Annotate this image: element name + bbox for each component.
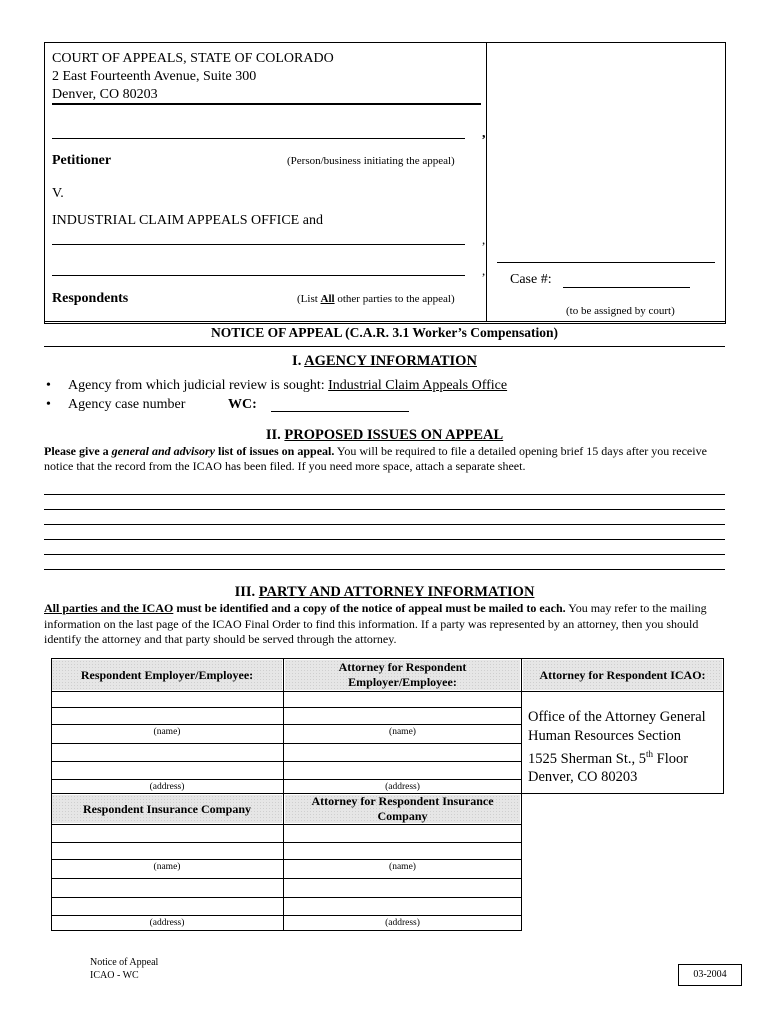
insurance-name-row-2[interactable] — [51, 859, 522, 860]
employer-address-row-2[interactable] — [51, 761, 522, 762]
employer-address-row-1[interactable] — [51, 743, 522, 744]
respondent-icao-line: INDUSTRIAL CLAIM APPEALS OFFICE and — [52, 213, 323, 228]
petitioner-label: Petitioner — [52, 153, 112, 168]
insurance-name-row-1[interactable] — [51, 842, 522, 843]
wc-label: WC: — [228, 397, 257, 412]
respondent-comma-1: , — [482, 232, 486, 247]
attorney-insurance-address-label: (address) — [385, 918, 420, 928]
employer-name-row-2[interactable] — [51, 724, 522, 725]
court-use-line — [497, 262, 715, 263]
respondents-label: Respondents — [52, 291, 129, 306]
section-2-heading: II. PROPOSED ISSUES ON APPEAL — [265, 427, 504, 443]
employer-address-row-3[interactable] — [51, 779, 522, 780]
icao-attorney-address: Office of the Attorney General Human Resources Section 1525 Sherman St., 5th Floor Denver, CO 80203 — [528, 709, 706, 786]
respondent-comma-2: , — [482, 263, 486, 278]
party-instructions: All parties and the ICAO must be identified and a copy of the notice of appeal must be mailed to each. You may refer to the mailing information on the last page of the ICAO Final Order to find this information. If a party was represented by an attorney, then you should identify the attorney and that party should be served through the attorney. — [44, 601, 707, 646]
employer-name-label: (name) — [153, 727, 181, 737]
issue-line-6[interactable] — [44, 569, 725, 570]
insurance-name-label: (name) — [153, 862, 181, 872]
notice-title: NOTICE OF APPEAL (C.A.R. 3.1 Worker’s Compensation) — [210, 325, 558, 340]
petitioner-note: (Person/business initiating the appeal) — [287, 155, 455, 167]
attorney-employer-address-label: (address) — [385, 782, 420, 792]
issues-instructions: Please give a general and advisory list of issues on appeal. You will be required to file a detailed opening brief 15 days after you receive notice that the record from the ICAO has been filed. If you need more space, attach a separate sheet. — [44, 444, 707, 473]
court-underline — [52, 103, 481, 105]
versus: V. — [52, 186, 64, 201]
respondent-line-1 — [52, 244, 465, 245]
attorney-employer-name-label: (name) — [389, 727, 416, 737]
respondent-line-2 — [52, 275, 465, 276]
caption-bottom-divider — [44, 321, 725, 322]
insurance-address-row-3[interactable] — [51, 915, 522, 916]
attorney-insurance-header: Attorney for Respondent Insurance Company — [285, 795, 520, 823]
petitioner-comma: , — [482, 126, 486, 141]
respondents-note: (List All other parties to the appeal) — [297, 293, 455, 305]
respondent-employer-header: Respondent Employer/Employee: — [52, 660, 282, 690]
footer-form-title: Notice of Appeal ICAO - WC — [90, 957, 159, 981]
insurance-address-label: (address) — [149, 918, 185, 928]
notice-title-bottom — [44, 346, 725, 347]
table-vline-right — [723, 658, 724, 794]
section-1-heading: I. AGENCY INFORMATION — [292, 353, 477, 369]
attorney-employer-header: Attorney for Respondent Employer/Employee: — [285, 660, 520, 690]
issue-line-3[interactable] — [44, 524, 725, 525]
case-number-line — [563, 287, 690, 288]
agency-bullet-2: • Agency case number — [46, 397, 186, 412]
wc-number-line — [271, 411, 409, 412]
insurance-company-header: Respondent Insurance Company — [52, 795, 282, 823]
caption-divider — [486, 42, 487, 322]
table-vline-2 — [521, 658, 522, 931]
attorney-icao-header: Attorney for Respondent ICAO: — [523, 660, 722, 690]
block-2-bottom — [51, 930, 522, 931]
issue-line-2[interactable] — [44, 509, 725, 510]
party-table-outline — [51, 658, 724, 692]
issue-line-5[interactable] — [44, 554, 725, 555]
attorney-insurance-name-label: (name) — [389, 862, 416, 872]
agency-bullet-1: • Agency from which judicial review is sought: Industrial Claim Appeals Office — [46, 378, 508, 393]
form-number-box: 03-2004 — [678, 964, 742, 986]
issue-line-4[interactable] — [44, 539, 725, 540]
insurance-address-row-1[interactable] — [51, 878, 522, 879]
employer-address-label: (address) — [149, 782, 185, 792]
case-number-note: (to be assigned by court) — [566, 305, 675, 317]
insurance-header-bottom — [51, 824, 522, 825]
court-name: COURT OF APPEALS, STATE OF COLORADO 2 East Fourteenth Avenue, Suite 300 Denver, CO 80203 — [52, 51, 334, 102]
issue-line-1[interactable] — [44, 494, 725, 495]
section-3-heading: III. PARTY AND ATTORNEY INFORMATION — [234, 584, 535, 600]
insurance-address-row-2[interactable] — [51, 897, 522, 898]
table-vline-1 — [283, 658, 284, 931]
employer-name-row-1[interactable] — [51, 707, 522, 708]
petitioner-name-line — [52, 138, 465, 139]
case-number-label: Case #: — [510, 272, 552, 287]
